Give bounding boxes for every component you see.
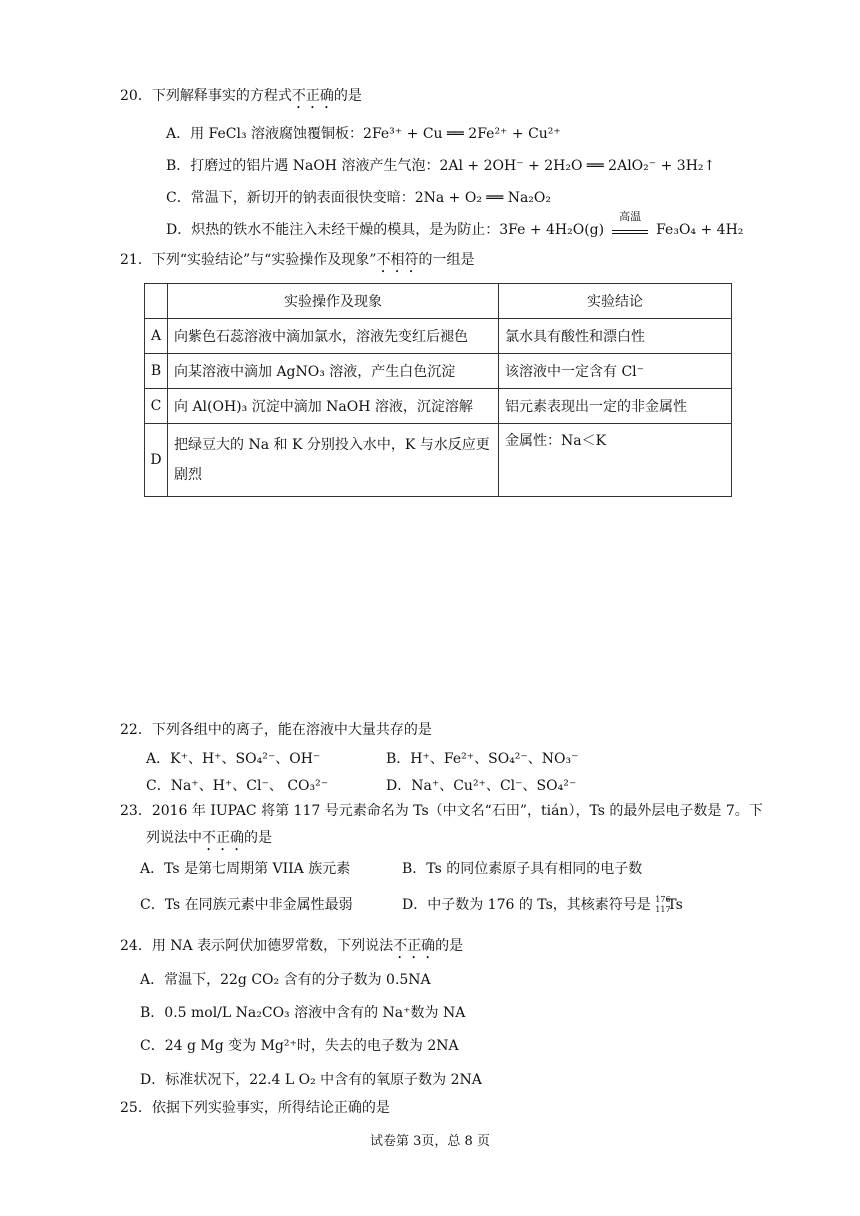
q23-option-c: C．Ts 在同族元素中非金属性最弱 [140,897,353,913]
row-label: B [145,354,168,389]
q20-option-a: A．用 FeCl₃ 溶液腐蚀覆铜板：2Fe³⁺ + Cu ══ 2Fe²⁺ + Cu²⁺ [166,126,561,142]
row-conclusion: 氯水具有酸性和漂白性 [499,319,732,354]
q20-stem: 20．下列解释事实的方程式不正确的是 [120,88,362,104]
q23-stem-line2: 列说法中不正确的是 [146,830,272,846]
q22-option-d: D．Na⁺、Cu²⁺、Cl⁻、SO₄²⁻ [386,778,577,794]
row-conclusion: 金属性：Na＜K [499,424,732,497]
q23-option-d: D．中子数为 176 的 Ts，其核素符号是 176 117 Ts [402,895,683,914]
table-row [145,354,732,389]
table-row [145,389,732,424]
row-label: C [145,389,168,424]
row-conclusion: 铝元素表现出一定的非金属性 [499,389,732,424]
q22-option-a: A．K⁺、H⁺、SO₄²⁻、OH⁻ [146,751,321,767]
page-footer: 试卷第 3页，总 8 页 [370,1134,490,1149]
q20-option-c: C．常温下，新切开的钠表面很快变暗：2Na + O₂ ══ Na₂O₂ [166,190,551,206]
table-row [145,424,732,497]
q24-stem: 24．用 NA 表示阿伏加德罗常数，下列说法不正确的是 [120,938,464,954]
q22-option-c: C．Na⁺、H⁺、Cl⁻、 CO₃²⁻ [146,778,329,794]
q23-option-b: B．Ts 的同位素原子具有相同的电子数 [402,861,643,877]
row-operation: 向某溶液中滴加 AgNO₃ 溶液，产生白色沉淀 [168,354,499,389]
q25-stem: 25．依据下列实验事实，所得结论正确的是 [120,1100,390,1116]
q24-option-d: D．标准状况下，22.4 L O₂ 中含有的氧原子数为 2NA [140,1072,482,1088]
row-label: D [145,424,168,497]
experiment-table [144,283,732,497]
row-operation: 向紫色石蕊溶液中滴加氯水，溶液先变红后褪色 [168,319,499,354]
q24-option-c: C．24 g Mg 变为 Mg²⁺时，失去的电子数为 2NA [140,1038,459,1054]
q20-option-d: D．炽热的铁水不能注入未经干燥的模具，是为防止：3Fe + 4H₂O(g) 高温 Fe₃O₄ + 4H₂ [166,210,744,238]
nuclide-symbol: 176 117 [655,895,671,914]
row-operation: 把绿豆大的 Na 和 K 分别投入水中，K 与水反应更剧烈 [168,424,499,497]
table-header-label [145,284,168,319]
table-header-conclusion: 实验结论 [499,284,732,319]
q21-stem: 21．下列“实验结论”与“实验操作及现象”不相符的一组是 [120,252,475,268]
q23-stem-line1: 23．2016 年 IUPAC 将第 117 号元素命名为 Ts（中文名“石田”，tián），Ts 的最外层电子数是 7。下 [120,803,763,819]
reaction-condition: 高温 [612,221,648,234]
table-header-row [145,284,732,319]
table-row [145,319,732,354]
row-operation: 向 Al(OH)₃ 沉淀中滴加 NaOH 溶液，沉淀溶解 [168,389,499,424]
table-header-operation: 实验操作及现象 [168,284,499,319]
q22-stem: 22．下列各组中的离子，能在溶液中大量共存的是 [120,722,432,738]
q24-option-a: A．常温下，22g CO₂ 含有的分子数为 0.5NA [140,972,431,988]
q24-option-b: B．0.5 mol/L Na₂CO₃ 溶液中含有的 Na⁺数为 NA [140,1005,466,1021]
q22-option-b: B．H⁺、Fe²⁺、SO₄²⁻、NO₃⁻ [386,751,579,767]
row-label: A [145,319,168,354]
row-conclusion: 该溶液中一定含有 Cl⁻ [499,354,732,389]
q23-option-a: A．Ts 是第七周期第 VIIA 族元素 [140,861,351,877]
q20-option-b: B．打磨过的铝片遇 NaOH 溶液产生气泡：2Al + 2OH⁻ + 2H₂O ══ 2AlO₂⁻ + 3H₂↑ [166,158,716,174]
